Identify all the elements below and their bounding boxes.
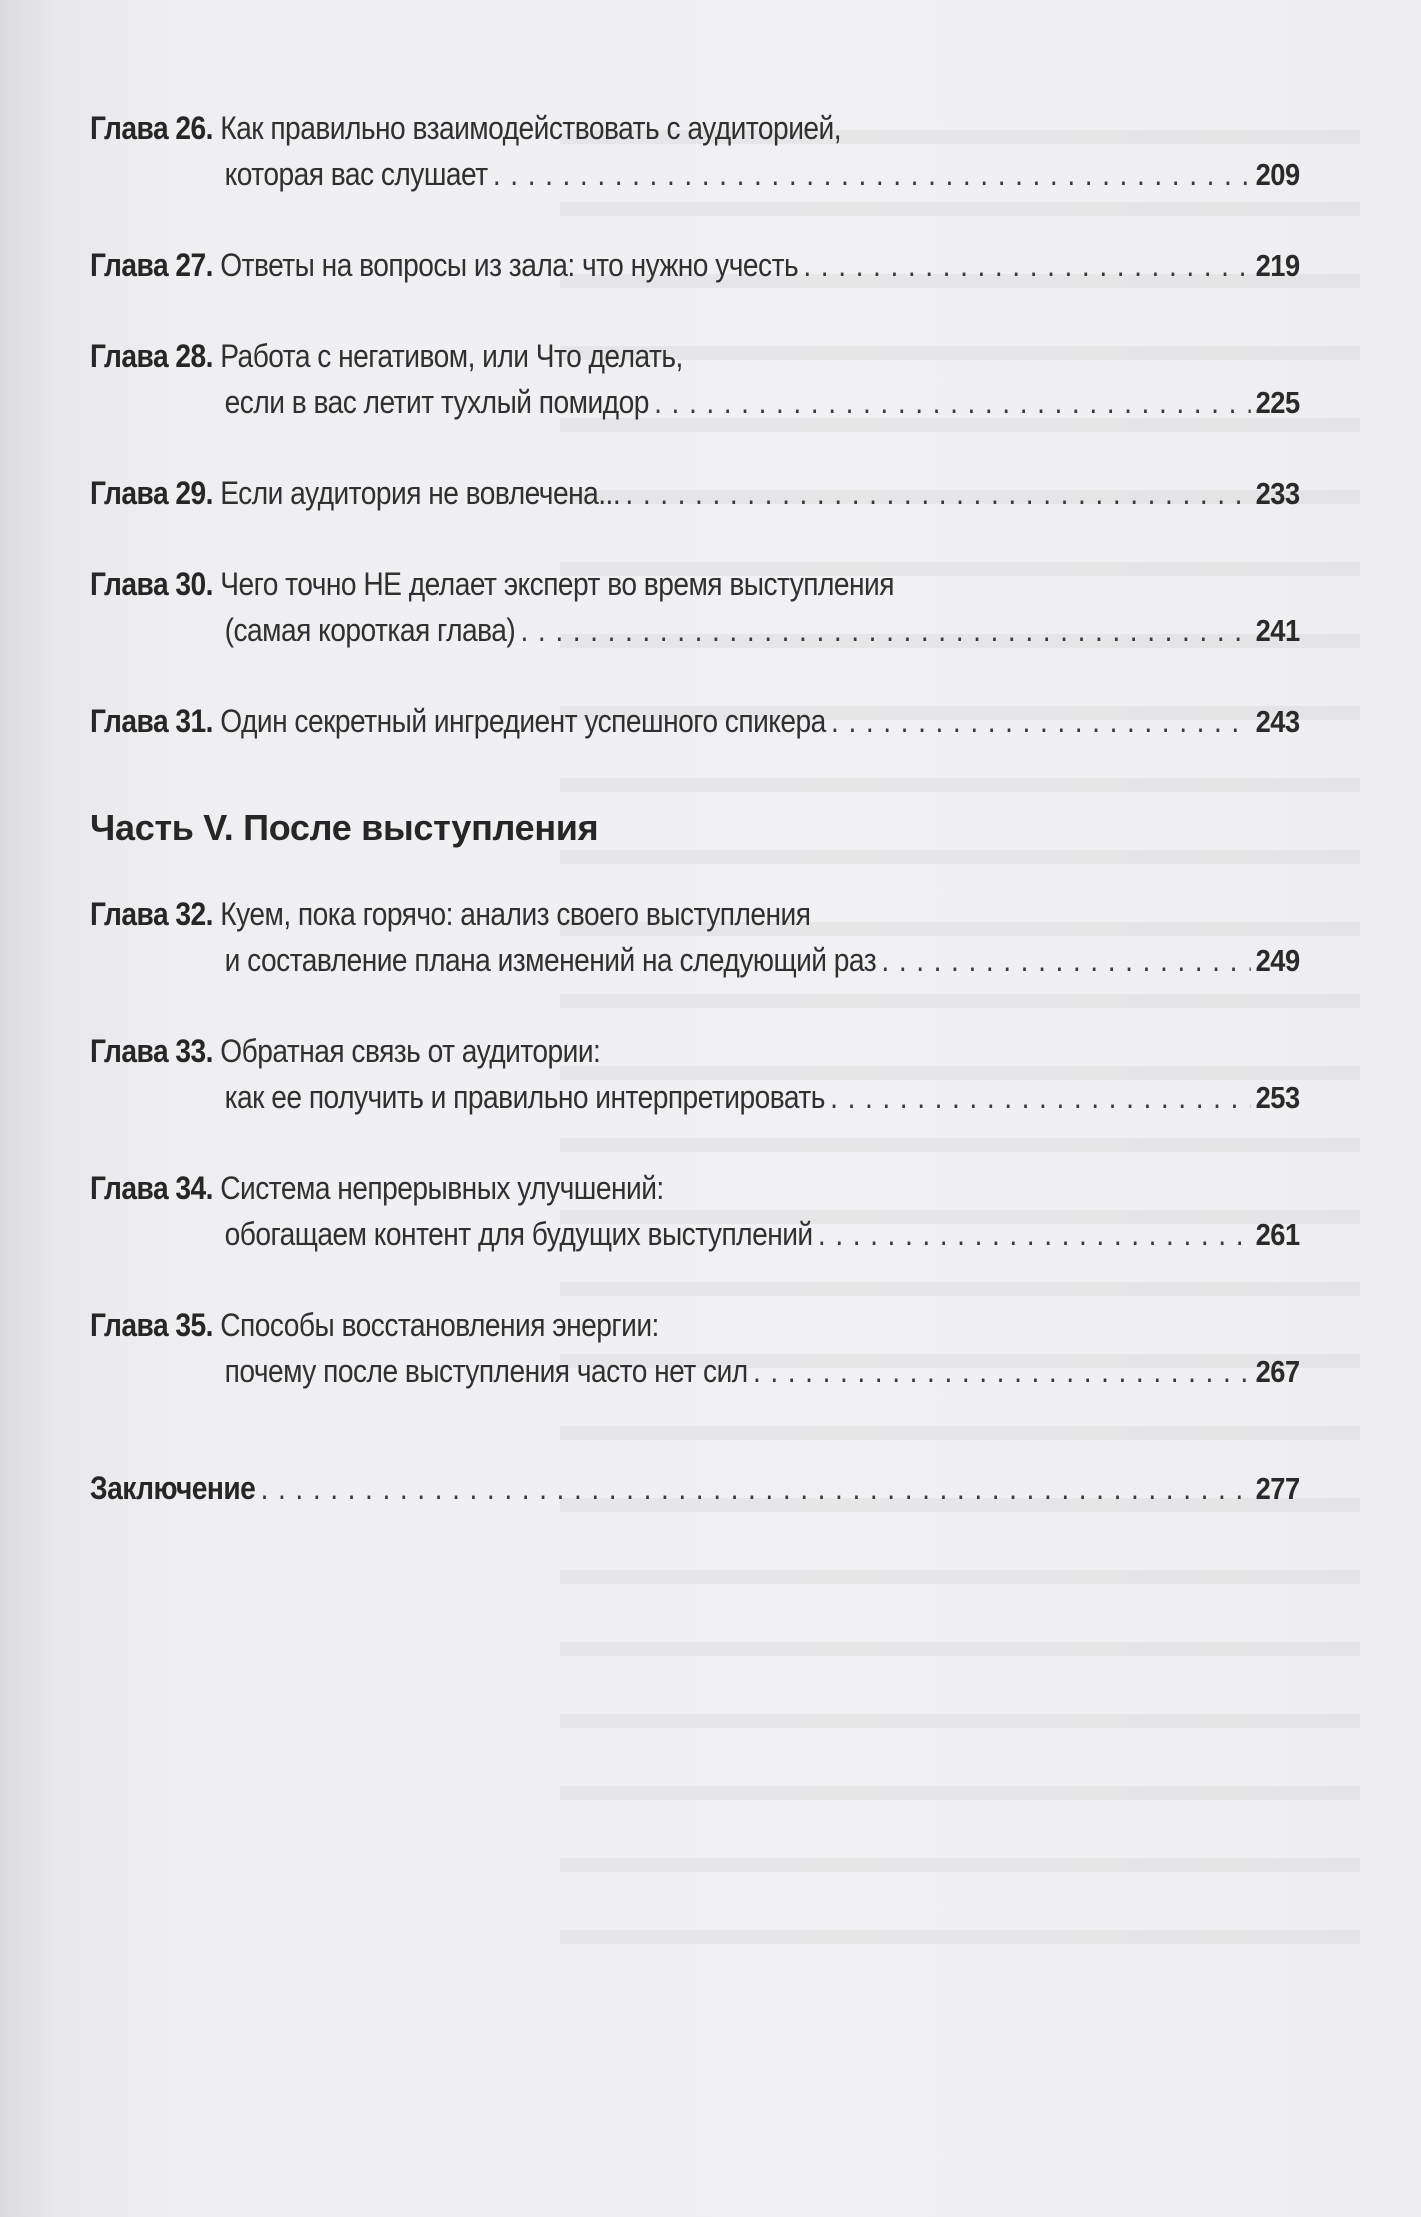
- chapter-title-line-1: Обратная связь от аудитории:: [220, 1033, 601, 1069]
- page-number: 225: [1255, 385, 1300, 420]
- dot-leader: [830, 1074, 1250, 1120]
- dot-leader: [818, 1211, 1250, 1257]
- chapter-title-line-2: почему после выступления часто нет сил: [224, 1353, 748, 1389]
- chapter-label: Глава 33.: [90, 1033, 213, 1069]
- chapter-label: Глава 29.: [90, 475, 213, 511]
- page-number: 253: [1255, 1080, 1300, 1115]
- chapter-label: Глава 31.: [90, 703, 213, 739]
- chapter-title-line-1: Работа с негативом, или Что делать,: [220, 338, 683, 374]
- chapter-title-line-1: Один секретный ингредиент успешного спикера: [220, 703, 826, 739]
- chapter-label: Глава 26.: [90, 110, 213, 146]
- chapter-title-line-2: (самая короткая глава): [224, 612, 516, 648]
- chapter-title-line-2: которая вас слушает: [224, 156, 488, 192]
- toc-entry-chapter-35[interactable]: [90, 1302, 1300, 1395]
- chapter-label: Глава 30.: [90, 566, 213, 602]
- chapter-title-line-2: обогащаем контент для будущих выступлений: [224, 1216, 813, 1252]
- toc-entry-chapter-30[interactable]: [90, 561, 1300, 654]
- page-number: 277: [1255, 1471, 1300, 1506]
- dot-leader: [654, 379, 1250, 425]
- dot-leader: [493, 151, 1250, 197]
- dot-leader: [831, 698, 1250, 744]
- toc-entry-conclusion[interactable]: [90, 1465, 1300, 1512]
- dot-leader: [625, 470, 1250, 516]
- chapter-title-line-2: и составление плана изменений на следующий раз: [224, 942, 877, 978]
- chapter-title-line-1: Как правильно взаимодействовать с аудиторией,: [220, 110, 842, 146]
- chapter-title-line-1: Способы восстановления энергии:: [220, 1307, 659, 1343]
- chapter-title-line-1: Ответы на вопросы из зала: что нужно учесть: [220, 247, 799, 283]
- chapter-title-line-2: как ее получить и правильно интерпретировать: [224, 1079, 825, 1115]
- page-number: 233: [1255, 476, 1300, 511]
- page-number: 241: [1255, 613, 1300, 648]
- part-heading[interactable]: Часть V. После выступления: [90, 807, 599, 848]
- page-number: 267: [1255, 1354, 1300, 1389]
- chapter-label: Глава 27.: [90, 247, 213, 283]
- chapter-label: Глава 35.: [90, 1307, 213, 1343]
- chapter-title-line-1: Если аудитория не вовлечена...: [220, 475, 621, 511]
- page-number: 243: [1255, 704, 1300, 739]
- toc-entry-chapter-28[interactable]: [90, 333, 1300, 426]
- toc-entry-chapter-32[interactable]: [90, 891, 1300, 984]
- dot-leader: [881, 937, 1250, 983]
- chapter-label: Глава 32.: [90, 896, 213, 932]
- toc-entry-chapter-26[interactable]: [90, 105, 1300, 198]
- chapter-title-line-1: Куем, пока горячо: анализ своего выступления: [220, 896, 811, 932]
- chapter-label: Глава 28.: [90, 338, 213, 374]
- dot-leader: [803, 242, 1250, 288]
- toc-entry-chapter-31[interactable]: [90, 698, 1300, 745]
- table-of-contents: [90, 105, 1300, 1556]
- chapter-label: Глава 34.: [90, 1170, 213, 1206]
- conclusion-label: Заключение: [90, 1470, 256, 1506]
- toc-entry-chapter-27[interactable]: [90, 242, 1300, 289]
- dot-leader: [753, 1348, 1250, 1394]
- page-number: 209: [1255, 157, 1300, 192]
- chapter-title-line-2: если в вас летит тухлый помидор: [224, 384, 649, 420]
- toc-entry-chapter-33[interactable]: [90, 1028, 1300, 1121]
- page-number: 261: [1255, 1217, 1300, 1252]
- dot-leader: [261, 1465, 1251, 1511]
- chapter-title-line-1: Чего точно НЕ делает эксперт во время выступления: [220, 566, 894, 602]
- page-number: 219: [1255, 248, 1300, 283]
- toc-entry-chapter-29[interactable]: [90, 470, 1300, 517]
- page-number: 249: [1255, 943, 1300, 978]
- dot-leader: [521, 607, 1251, 653]
- chapter-title-line-1: Система непрерывных улучшений:: [220, 1170, 664, 1206]
- toc-entry-chapter-34[interactable]: [90, 1165, 1300, 1258]
